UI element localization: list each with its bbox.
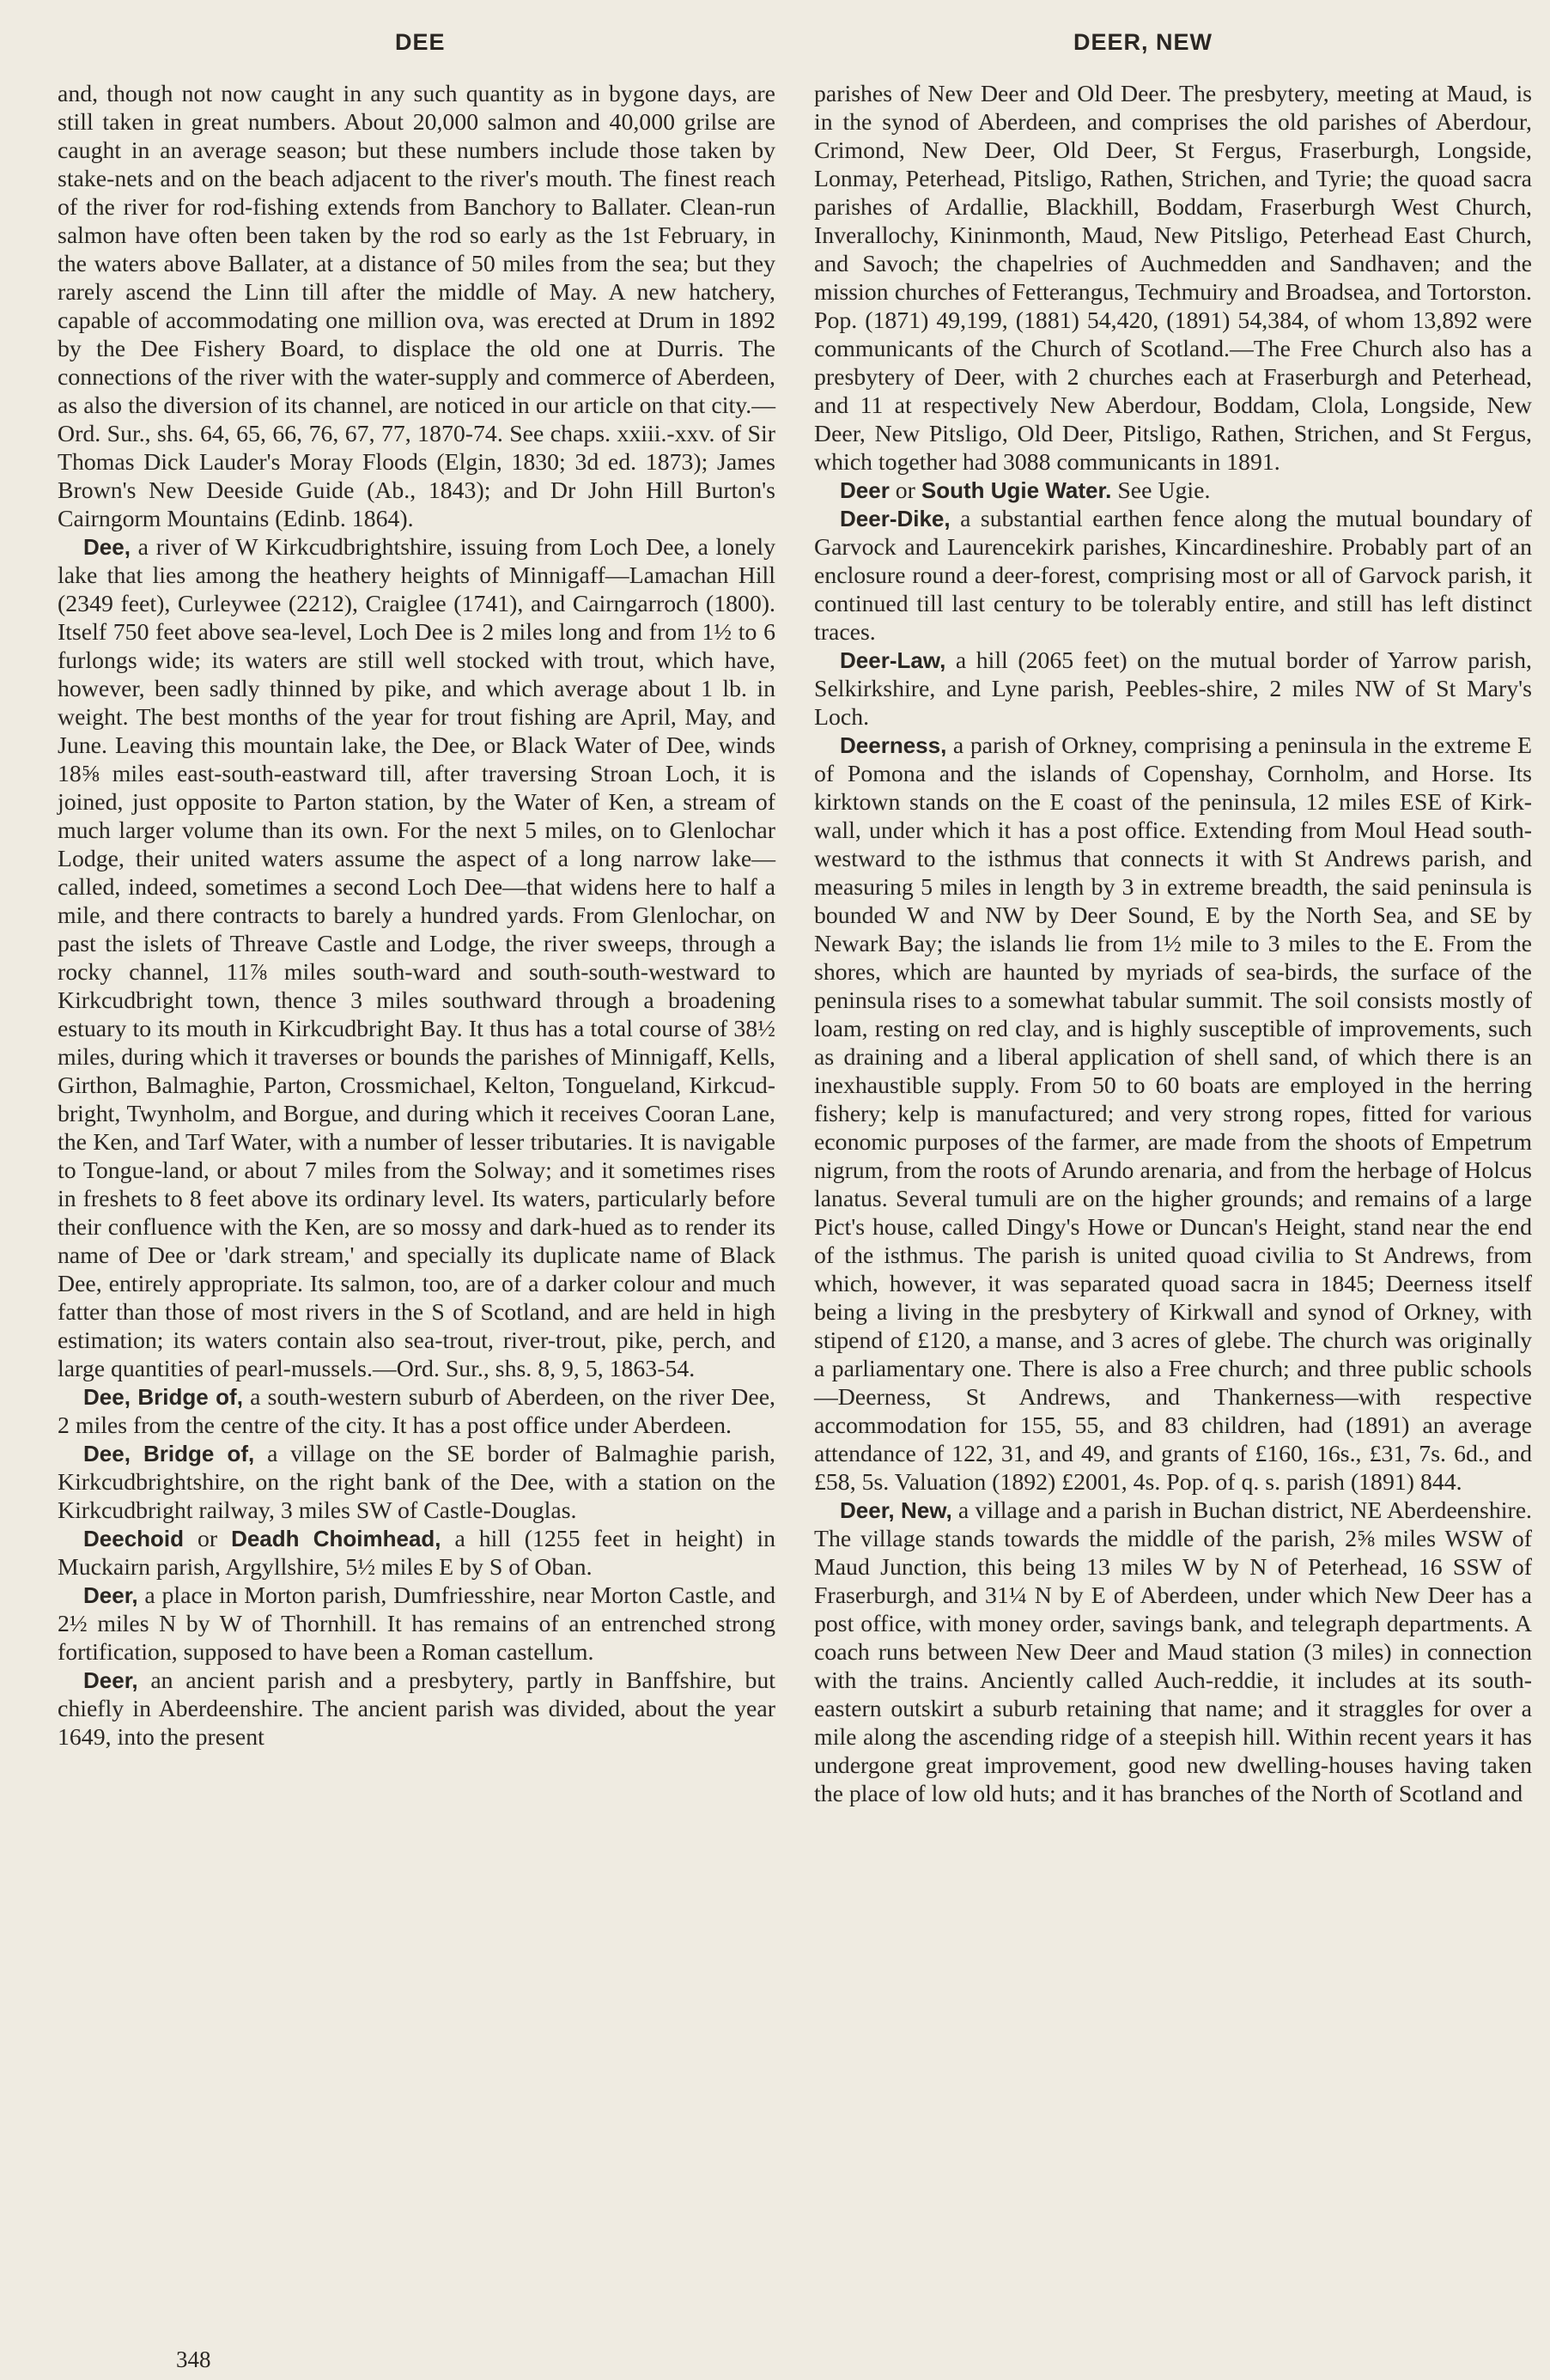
headword-alt: South Ugie Water.	[921, 477, 1112, 503]
paragraph-dee-continued: and, though not now caught in any such quantity as in bygone days, are still taken in great numbers. About 20,000 salmon and 40,000 grilse are caught in an average season; but these numbers include those taken by stake-nets and on the beach adjacent to the river's mouth. The finest reach of the river for rod-fishing extends from Banchory to Ballater. Clean-run salmon have often been taken by the rod so early as the 1st February, in the waters above Ballater, at a distance of 50 miles from the sea; but they rarely ascend the Linn till after the middle of May. A new hatchery, capable of accommodating one million ova, was erected at Drum in 1892 by the Dee Fishery Board, to displace the old one at Durris. The connections of the river with the water-supply and commerce of Aberdeen, as also the diversion of its channel, are noticed in our article on that city.— Ord. Sur., shs. 64, 65, 66, 76, 67, 77, 1870-74. See chaps. xxiii.-xxv. of Sir Thomas Dick Lauder's Moray Floods (Elgin, 1830; 3d ed. 1873); James Brown's New Deeside Guide (Ab., 1843); and Dr John Hill Burton's Cairngorm Mountains (Edinb. 1864).	[58, 81, 775, 532]
headword: Deer-Dike,	[840, 506, 951, 531]
entry-dee-river	[58, 533, 775, 1383]
entry-text: a substantial earthen fence along the mutual boundary of Garvock and Laurencekirk parishes, Kincardineshire. Probably part of an enclosure round a deer-forest, comprising most or all of Garvock parish, it continued till last century to be tolerably entire, and still has left distinct traces.	[814, 506, 1532, 646]
right-column	[814, 80, 1532, 1808]
running-head-right: DEER, NEW	[1073, 29, 1213, 55]
entry-text: a village on the SE border of Balmaghie parish, Kirkcudbrightshire, on the right bank of the Dee, with a station on the Kirkcudbright railway, 3 miles SW of Castle-Douglas.	[58, 1441, 775, 1524]
page-number: 348	[176, 2347, 211, 2372]
headword-alt: Deadh Choimhead,	[231, 1526, 441, 1551]
entry-dee-bridge-of-balmaghie	[58, 1440, 775, 1525]
headword: Dee, Bridge of,	[83, 1441, 255, 1466]
headword: Deer-Law,	[840, 647, 946, 673]
entry-text: a hill (2065 feet) on the mutual border of Yarrow parish, Selkirkshire, and Lyne parish, Peebles-shire, 2 miles NW of St Mary's Loch.	[814, 647, 1532, 731]
entry-deerness	[814, 732, 1532, 1497]
headword: Deechoid	[83, 1526, 185, 1551]
entry-deer-new	[814, 1497, 1532, 1808]
left-column	[58, 80, 775, 1752]
entry-deer-law	[814, 647, 1532, 732]
headword: Deer, New,	[840, 1497, 952, 1523]
entry-connector: or	[889, 477, 921, 504]
running-head-left: DEE	[395, 29, 446, 55]
entry-deer-dike	[814, 505, 1532, 647]
entry-text: See Ugie.	[1111, 477, 1211, 504]
headword: Dee,	[83, 534, 131, 560]
headword: Deer	[840, 477, 890, 503]
headword: Deerness,	[840, 732, 947, 758]
paragraph-deer-continued: parishes of New Deer and Old Deer. The presbytery, meeting at Maud, is in the synod of Aberdeen, and comprises the old parishes of Aberdour, Crimond, New Deer, Old Deer, St Fergus, Fraserburgh, Longside, Lonmay, Peterhead, Pitsligo, Rathen, Strichen, and Tyrie; the quoad sacra parishes of Ardallie, Blackhill, Boddam, Fraserburgh West Church, Inverallochy, Kininmonth, Maud, New Pitsligo, Peterhead East Church, and Savoch; the chapelries of Auchmedden and Sandhaven; and the mission churches of Fetterangus, Techmuiry and Broadsea, and Tortorston. Pop. (1871) 49,199, (1881) 54,420, (1891) 54,384, of whom 13,892 were communicants of the Church of Scotland.—The Free Church also has a presbytery of Deer, with 2 churches each at Fraserburgh and Peterhead, and 11 at respectively New Aberdour, Boddam, Clola, Longside, New Deer, New Pitsligo, Old Deer, Pitsligo, Rathen, Strichen, and St Fergus, which together had 3088 communicants in 1891.	[814, 81, 1532, 476]
entry-text: a river of W Kirkcudbrightshire, issuing from Loch Dee, a lonely lake that lies among the heathery heights of Minnigaff—Lamachan Hill (2349 feet), Curleywee (2212), Craiglee (1741), and Cairngarroch (1800). Itself 750 feet above sea-level, Loch Dee is 2 miles long and from 1½ to 6 furlongs wide; its waters are still well stocked with trout, which have, however, been sadly thinned by pike, and which average about 1 lb. in weight. The best months of the year for trout fishing are April, May, and June. Leaving this mountain lake, the Dee, or Black Water of Dee, winds 18⅝ miles east-south-eastward till, after traversing Stroan Loch, it is joined, just opposite to Parton station, by the Water of Ken, a stream of much larger volume than its own. For the next 5 miles, on to Glenlochar Lodge, their united waters assume the aspect of a long narrow lake—called, indeed, sometimes a second Loch Dee—that widens here to half a mile, and there contracts to barely a hundred yards. From Glenlochar, on past the islets of Threave Castle and Lodge, the river sweeps, through a rocky channel, 11⅞ miles south-ward and south-south-westward to Kirkcudbright town, thence 3 miles southward through a broadening estuary to its mouth in Kirkcudbright Bay. It thus has a total course of 38½ miles, during which it traverses or bounds the parishes of Minnigaff, Kells, Girthon, Balmaghie, Parton, Crossmichael, Kelton, Tongueland, Kirkcud-bright, Twynholm, and Borgue, and during which it receives Cooran Lane, the Ken, and Tarf Water, with a number of lesser tributaries. It is navigable to Tongue-land, or about 7 miles from the Solway; and it sometimes rises in freshets to 8 feet above its ordinary level. Its waters, particularly before their confluence with the Ken, are so mossy and dark-hued as to render its name of Dee or 'dark stream,' and specially its duplicate name of Black Dee, entirely appropriate. Its salmon, too, are of a darker colour and much fatter than those of most rivers in the S of Scotland, and are held in high estimation; its waters contain also sea-trout, river-trout, pike, perch, and large quantities of pearl-mussels.—Ord. Sur., shs. 8, 9, 5, 1863-54.	[58, 534, 775, 1382]
entry-deer-parish	[58, 1667, 775, 1752]
headword: Deer,	[83, 1667, 138, 1693]
entry-deechoid	[58, 1525, 775, 1582]
headword: Deer,	[83, 1582, 138, 1608]
entry-connector: or	[184, 1526, 232, 1552]
headword: Dee, Bridge of,	[83, 1384, 243, 1410]
entry-text: an ancient parish and a presbytery, partly in Banffshire, but chiefly in Aberdeenshire. The ancient parish was divided, about the year 1649, into the present	[58, 1667, 775, 1751]
entry-deer-south-ugie	[814, 477, 1532, 505]
entry-deer-place	[58, 1582, 775, 1667]
entry-dee-bridge-of-aberdeen	[58, 1383, 775, 1440]
entry-text: a south-western suburb of Aberdeen, on the river Dee, 2 miles from the centre of the city. It has a post office under Aberdeen.	[58, 1384, 775, 1439]
entry-text: a village and a parish in Buchan district, NE Aberdeenshire. The village stands towards the middle of the parish, 2⅝ miles WSW of Maud Junction, this being 13 miles W by N of Peterhead, 16 SSW of Fraserburgh, and 31¼ N by E of Aberdeen, under which New Deer has a post office, with money order, savings bank, and telegraph departments. A coach runs between New Deer and Maud station (3 miles) in connection with the trains. Anciently called Auch-reddie, it includes at its south-eastern outskirt a suburb retaining that name; and it straggles for over a mile along the ascending ridge of a steepish hill. Within recent years it has undergone great improvement, good new dwelling-houses having taken the place of low old huts; and it has branches of the North of Scotland and	[814, 1497, 1532, 1807]
entry-text: a parish of Orkney, comprising a peninsula in the extreme E of Pomona and the islands of Copenshay, Cornholm, and Horse. Its kirktown stands on the E coast of the peninsula, 12 miles ESE of Kirk-wall, under which it has a post office. Extending from Moul Head south-westward to the isthmus that connects it with St Andrews parish, and measuring 5 miles in length by 3 in extreme breadth, the said peninsula is bounded W and NW by Deer Sound, E by the North Sea, and SE by Newark Bay; the islands lie from 1½ mile to 3 miles to the E. From the shores, which are haunted by myriads of sea-birds, the surface of the peninsula rises to a somewhat tabular summit. The soil consists mostly of loam, resting on red clay, and is highly susceptible of improvements, such as draining and a liberal application of shell sand, of which there is an inexhaustible supply. From 50 to 60 boats are employed in the herring fishery; kelp is manufactured; and very strong ropes, fitted for various economic purposes of the farmer, are made from the shoots of Empetrum nigrum, from the roots of Arundo arenaria, and from the herbage of Holcus lanatus. Several tumuli are on the higher grounds; and remains of a large Pict's house, called Dingy's Howe or Duncan's Height, stand near the end of the isthmus. The parish is united quoad civilia to St Andrews, from which, however, it was separated quoad sacra in 1845; Deerness itself being a living in the presbytery of Kirkwall and synod of Orkney, with stipend of £120, a manse, and 3 acres of glebe. The church was originally a parliamentary one. There is also a Free church; and three public schools—Deerness, St Andrews, and Thankerness—with respective accommodation for 155, 55, and 83 children, had (1891) an average attendance of 122, 31, and 49, and grants of £160, 16s., £31, 7s. 6d., and £58, 5s. Valuation (1892) £2001, 4s. Pop. of q. s. parish (1891) 844.	[814, 732, 1532, 1496]
entry-text: a hill (1255 feet in height) in Muckairn parish, Argyllshire, 5½ miles E by S of Oban.	[58, 1526, 775, 1581]
entry-text: a place in Morton parish, Dumfriesshire, near Morton Castle, and 2½ miles N by W of Thornhill. It has remains of an entrenched strong fortification, supposed to have been a Roman castellum.	[58, 1582, 775, 1666]
